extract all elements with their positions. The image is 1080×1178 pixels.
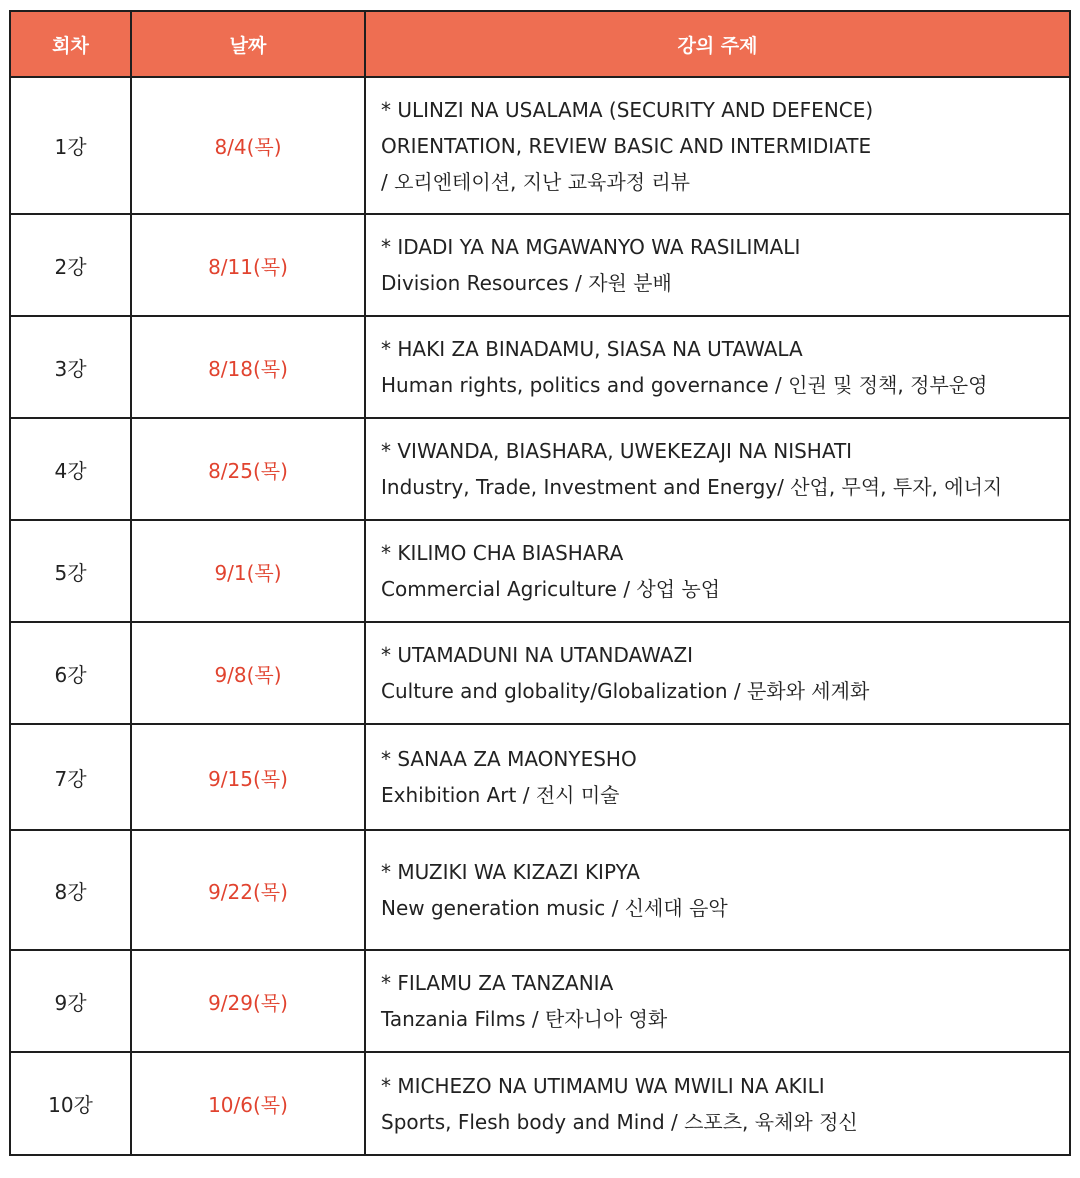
date-cell: 9/22(목) bbox=[131, 830, 365, 950]
topic-cell bbox=[365, 520, 1070, 622]
header-topic: 강의 주제 bbox=[365, 11, 1070, 77]
topic-title: * UTAMADUNI NA UTANDAWAZI bbox=[381, 643, 694, 667]
header-row bbox=[10, 11, 1070, 77]
topic-line: Culture and globality/Globalization / 문화와 세계화 bbox=[381, 679, 870, 703]
session-cell: 1강 bbox=[10, 77, 131, 214]
table-row bbox=[10, 214, 1070, 316]
session-cell: 6강 bbox=[10, 622, 131, 724]
session-cell: 3강 bbox=[10, 316, 131, 418]
header-date: 날짜 bbox=[131, 11, 365, 77]
table-body bbox=[10, 77, 1070, 1155]
topic-cell bbox=[365, 724, 1070, 830]
date-cell: 9/1(목) bbox=[131, 520, 365, 622]
topic-title: * FILAMU ZA TANZANIA bbox=[381, 971, 614, 995]
topic-title: * HAKI ZA BINADAMU, SIASA NA UTAWALA bbox=[381, 337, 803, 361]
table-header bbox=[10, 11, 1070, 77]
session-cell: 5강 bbox=[10, 520, 131, 622]
session-cell: 8강 bbox=[10, 830, 131, 950]
topic-title: * KILIMO CHA BIASHARA bbox=[381, 541, 624, 565]
date-cell: 8/4(목) bbox=[131, 77, 365, 214]
topic-cell bbox=[365, 622, 1070, 724]
lecture-schedule-table bbox=[9, 10, 1071, 1156]
topic-line: ORIENTATION, REVIEW BASIC AND INTERMIDIATE bbox=[381, 133, 872, 158]
session-cell: 2강 bbox=[10, 214, 131, 316]
table-row bbox=[10, 418, 1070, 520]
table-row bbox=[10, 724, 1070, 830]
topic-cell bbox=[365, 418, 1070, 520]
topic-cell bbox=[365, 830, 1070, 950]
date-cell: 10/6(목) bbox=[131, 1052, 365, 1155]
session-cell: 7강 bbox=[10, 724, 131, 830]
topic-line: Industry, Trade, Investment and Energy/ 산업, 무역, 투자, 에너지 bbox=[381, 475, 1003, 499]
topic-cell bbox=[365, 214, 1070, 316]
session-cell: 9강 bbox=[10, 950, 131, 1052]
date-cell: 9/8(목) bbox=[131, 622, 365, 724]
date-cell: 8/11(목) bbox=[131, 214, 365, 316]
topic-cell bbox=[365, 77, 1070, 214]
topic-line: Sports, Flesh body and Mind / 스포츠, 육체와 정신 bbox=[381, 1109, 858, 1134]
date-cell: 9/15(목) bbox=[131, 724, 365, 830]
topic-line: New generation music / 신세대 음악 bbox=[381, 896, 728, 920]
topic-cell bbox=[365, 950, 1070, 1052]
topic-cell bbox=[365, 1052, 1070, 1155]
topic-line: Exhibition Art / 전시 미술 bbox=[381, 783, 620, 807]
session-cell: 10강 bbox=[10, 1052, 131, 1155]
date-cell: 8/25(목) bbox=[131, 418, 365, 520]
topic-title: * IDADI YA NA MGAWANYO WA RASILIMALI bbox=[381, 235, 801, 259]
topic-title: * MUZIKI WA KIZAZI KIPYA bbox=[381, 860, 640, 884]
header-session: 회차 bbox=[10, 11, 131, 77]
table-row bbox=[10, 1052, 1070, 1155]
table-row bbox=[10, 77, 1070, 214]
topic-line: Human rights, politics and governance / 인권 및 정책, 정부운영 bbox=[381, 373, 988, 397]
table-row bbox=[10, 520, 1070, 622]
table-row bbox=[10, 316, 1070, 418]
table-row bbox=[10, 950, 1070, 1052]
topic-title: * VIWANDA, BIASHARA, UWEKEZAJI NA NISHATI bbox=[381, 439, 853, 463]
topic-cell bbox=[365, 316, 1070, 418]
topic-line: Division Resources / 자원 분배 bbox=[381, 271, 672, 295]
table-row bbox=[10, 622, 1070, 724]
session-cell: 4강 bbox=[10, 418, 131, 520]
topic-title: * ULINZI NA USALAMA (SECURITY AND DEFENCE) bbox=[381, 97, 874, 122]
topic-line: Tanzania Films / 탄자니아 영화 bbox=[381, 1007, 668, 1031]
topic-line: / 오리엔테이션, 지난 교육과정 리뷰 bbox=[381, 169, 691, 194]
date-cell: 8/18(목) bbox=[131, 316, 365, 418]
date-cell: 9/29(목) bbox=[131, 950, 365, 1052]
topic-line: Commercial Agriculture / 상업 농업 bbox=[381, 577, 721, 601]
table-row bbox=[10, 830, 1070, 950]
topic-title: * MICHEZO NA UTIMAMU WA MWILI NA AKILI bbox=[381, 1073, 825, 1098]
topic-title: * SANAA ZA MAONYESHO bbox=[381, 747, 637, 771]
